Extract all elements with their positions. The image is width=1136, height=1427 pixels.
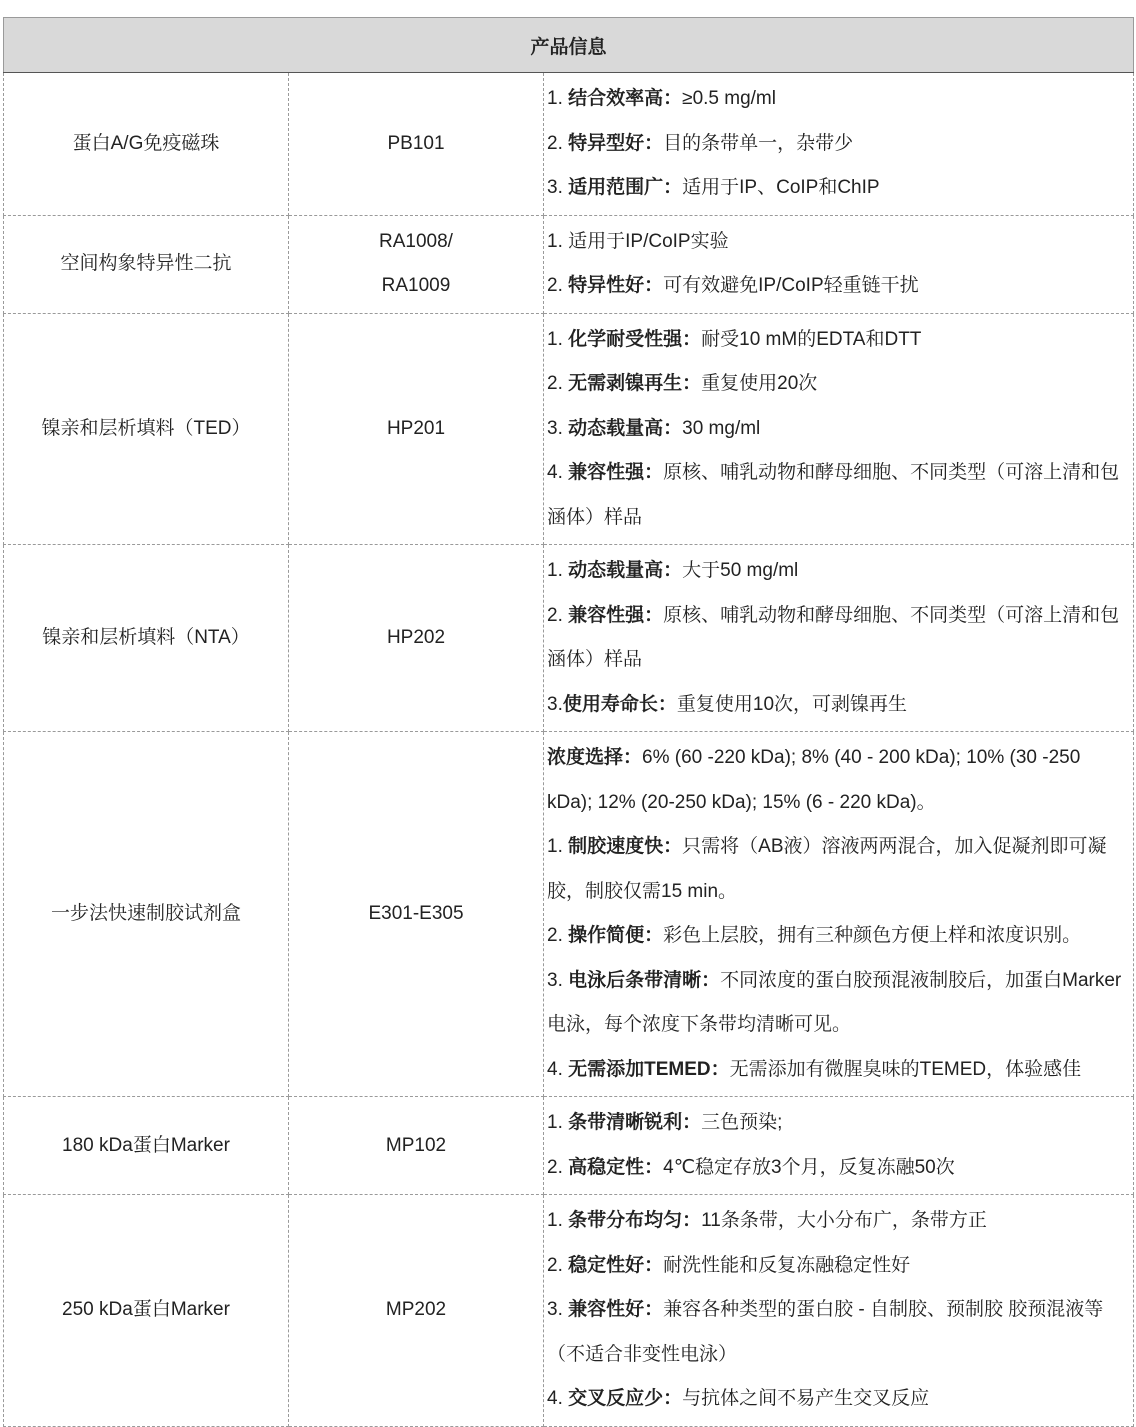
product-name: 蛋白A/G免疫磁珠: [72, 132, 220, 154]
table-header: 产品信息: [4, 18, 1134, 73]
product-info-cell: [544, 215, 1134, 313]
product-code: HP202: [386, 627, 446, 648]
feature-title: 条带分布均匀：: [568, 1210, 702, 1231]
feature-text: 三色预染;: [701, 1112, 783, 1133]
feature-number: 4.: [547, 462, 569, 483]
feature-title: 特异型好：: [568, 132, 664, 154]
product-name-cell: [4, 73, 289, 216]
product-info-table: [3, 17, 1134, 1427]
product-name-cell: [4, 732, 289, 1097]
feature-number: 2.: [547, 1156, 569, 1178]
feature-item: [547, 549, 1129, 594]
feature-item: [547, 1146, 1129, 1191]
feature-title: 特异性好：: [568, 275, 664, 296]
feature-item: [547, 914, 1129, 959]
product-code: PB101: [387, 132, 445, 154]
feature-text: 4℃稳定存放3个月，反复冻融50次: [663, 1156, 955, 1178]
feature-number: 2.: [547, 132, 569, 154]
product-info-cell: [544, 313, 1134, 545]
product-name-cell: [4, 545, 289, 732]
feature-item: [547, 166, 1129, 211]
product-name: 镍亲和层析填料（TED）: [41, 417, 251, 439]
product-code: HP201: [386, 417, 446, 439]
feature-number: 3.: [547, 417, 569, 439]
feature-title: 使用寿命长：: [562, 693, 677, 715]
feature-title: 无需添加TEMED：: [568, 1058, 730, 1080]
product-code-cell: [289, 1195, 544, 1427]
header-row: [4, 18, 1134, 73]
feature-number: 2.: [547, 1254, 569, 1276]
feature-text: 耐受10 mM的EDTA和DTT: [701, 328, 922, 350]
feature-item: [547, 959, 1129, 1048]
product-name-cell: [4, 313, 289, 545]
feature-number: 1.: [547, 88, 569, 109]
table-row: [4, 73, 1134, 216]
feature-title: 无需剥镍再生：: [568, 373, 702, 394]
feature-item: [547, 407, 1129, 452]
table-row: [4, 1097, 1134, 1195]
feature-title: 兼容性强：: [568, 462, 664, 483]
product-name: 180 kDa蛋白Marker: [62, 1134, 230, 1156]
product-code: E301-E305: [368, 903, 464, 924]
feature-title: 条带清晰锐利：: [568, 1112, 702, 1133]
product-name: 空间构象特异性二抗: [60, 253, 232, 274]
feature-number: 1.: [547, 560, 569, 581]
product-code-cell: [289, 1097, 544, 1195]
feature-text: 无需添加有微腥臭味的TEMED，体验感佳: [729, 1058, 1082, 1080]
feature-text: 目的条带单一，杂带少: [663, 132, 854, 154]
feature-number: 3.: [547, 1299, 569, 1320]
feature-text: 彩色上层胶，拥有三种颜色方便上样和浓度识别。: [663, 925, 1082, 946]
feature-item: [547, 318, 1129, 363]
feature-number: 2.: [547, 373, 569, 394]
feature-number: 1.: [547, 836, 569, 857]
product-name-cell: [4, 1097, 289, 1195]
feature-item: [547, 451, 1129, 540]
feature-item: [547, 1101, 1129, 1146]
product-info-cell: [544, 545, 1134, 732]
feature-number: 1.: [547, 328, 569, 350]
feature-item: [547, 1199, 1129, 1244]
feature-item: [547, 362, 1129, 407]
product-code-cell: [289, 732, 544, 1097]
table-row: [4, 1195, 1134, 1427]
feature-text: 可有效避免IP/CoIP轻重链干扰: [663, 275, 919, 296]
feature-title: 稳定性好：: [568, 1254, 664, 1276]
feature-text: 耐洗性能和反复冻融稳定性好: [663, 1254, 911, 1276]
table-row: [4, 732, 1134, 1097]
table-row: [4, 215, 1134, 313]
product-info-cell: [544, 732, 1134, 1097]
feature-title: 动态载量高：: [568, 417, 683, 439]
table-body: [4, 73, 1134, 1427]
feature-title: 动态载量高：: [568, 560, 683, 581]
feature-text: 30 mg/ml: [682, 417, 761, 439]
feature-text: 重复使用20次: [701, 373, 818, 394]
feature-text: 只需将（AB液）溶液两两混合，加入促凝剂即可凝胶，制胶仅需15 min。: [547, 836, 1107, 902]
feature-text: 原核、哺乳动物和酵母细胞、不同类型（可溶上清和包涵体）样品: [547, 462, 1120, 528]
table-row: [4, 313, 1134, 545]
feature-number: 3.: [547, 177, 569, 198]
product-code: RA1009: [381, 275, 451, 296]
product-name-cell: [4, 1195, 289, 1427]
feature-number: 3.: [547, 693, 563, 715]
feature-item: [547, 122, 1129, 167]
feature-number: 4.: [547, 1058, 569, 1080]
feature-item: [547, 1288, 1129, 1377]
product-info-cell: [544, 1097, 1134, 1195]
feature-number: 3.: [547, 969, 569, 991]
feature-text: 兼容各种类型的蛋白胶 - 自制胶、预制胶 胶预混液等（不适合非变性电泳）: [547, 1299, 1104, 1365]
feature-text: 原核、哺乳动物和酵母细胞、不同类型（可溶上清和包涵体）样品: [547, 604, 1120, 670]
feature-title: 电泳后条带清晰：: [568, 969, 721, 991]
feature-text: 不同浓度的蛋白胶预混液制胶后，加蛋白Marker电泳，每个浓度下条带均清晰可见。: [547, 969, 1122, 1035]
feature-number: 2.: [547, 275, 569, 296]
product-name: 一步法快速制胶试剂盒: [50, 903, 241, 924]
feature-title: 化学耐受性强：: [568, 328, 702, 350]
feature-text: 6% (60 -220 kDa); 8% (40 - 200 kDa); 10% (30 -250 kDa); 12% (20-250 kDa); 15% (6 - 220 kDa)。: [547, 747, 1081, 813]
feature-title: 适用范围广：: [568, 177, 683, 198]
feature-text: 重复使用10次，可剥镍再生: [676, 693, 908, 715]
feature-title: 结合效率高：: [568, 88, 683, 109]
feature-title: 兼容性好：: [568, 1299, 664, 1320]
product-info-cell: [544, 73, 1134, 216]
product-code-cell: [289, 313, 544, 545]
table-row: [4, 545, 1134, 732]
product-code: MP102: [385, 1134, 447, 1156]
feature-title: 操作简便：: [568, 925, 664, 946]
feature-title: 高稳定性：: [568, 1156, 664, 1178]
product-info-cell: [544, 1195, 1134, 1427]
product-name: 250 kDa蛋白Marker: [62, 1299, 230, 1321]
feature-title: 浓度选择：: [547, 747, 643, 768]
feature-text: 适用于IP/CoIP实验: [568, 230, 729, 252]
feature-text: 适用于IP、CoIP和ChIP: [682, 177, 880, 198]
feature-text: 大于50 mg/ml: [682, 560, 799, 581]
feature-item: [547, 1048, 1129, 1093]
product-code: MP202: [385, 1299, 447, 1321]
feature-item: [547, 594, 1129, 683]
feature-item: [547, 1377, 1129, 1422]
feature-number: 4.: [547, 1388, 569, 1409]
feature-item: [547, 736, 1129, 825]
product-code-cell: [289, 215, 544, 313]
product-code-cell: [289, 73, 544, 216]
feature-item: [547, 825, 1129, 914]
feature-text: 与抗体之间不易产生交叉反应: [682, 1388, 930, 1409]
feature-number: 2.: [547, 925, 569, 946]
feature-title: 交叉反应少：: [568, 1388, 683, 1409]
feature-text: ≥0.5 mg/ml: [682, 88, 776, 109]
product-code-cell: [289, 545, 544, 732]
feature-number: 2.: [547, 604, 569, 626]
product-name-cell: [4, 215, 289, 313]
feature-title: 兼容性强：: [568, 604, 664, 626]
feature-number: 1.: [547, 1210, 569, 1231]
feature-item: [547, 77, 1129, 122]
feature-item: [547, 264, 1129, 309]
feature-number: 1.: [547, 230, 569, 252]
product-name: 镍亲和层析填料（NTA）: [42, 627, 250, 648]
feature-item: [547, 1244, 1129, 1289]
feature-number: 1.: [547, 1112, 569, 1133]
feature-text: 11条条带，大小分布广，条带方正: [701, 1210, 987, 1231]
feature-item: [547, 220, 1129, 265]
feature-item: [547, 683, 1129, 728]
product-code: RA1008/: [379, 231, 453, 252]
feature-title: 制胶速度快：: [568, 836, 683, 857]
